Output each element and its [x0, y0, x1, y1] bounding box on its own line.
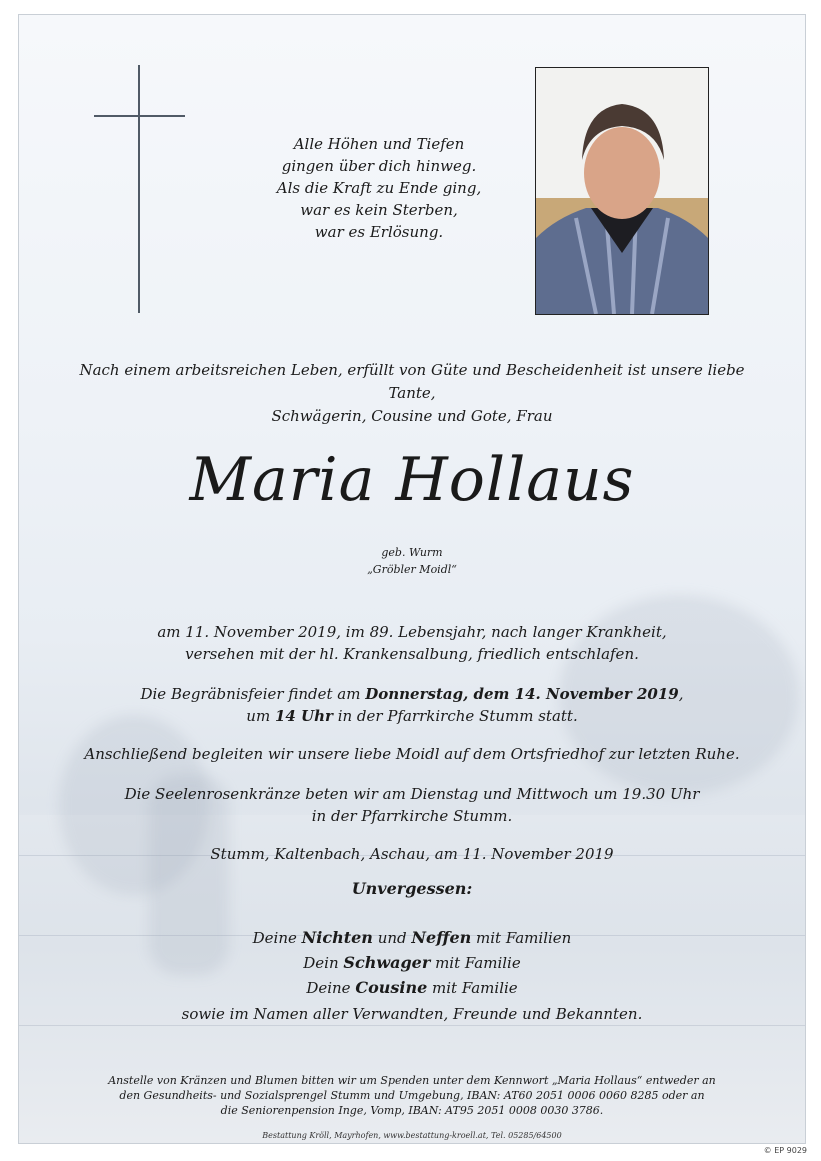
rosary-line: in der Pfarrkirche Stumm.	[311, 807, 513, 825]
verse-line: Als die Kraft zu Ende ging,	[276, 179, 482, 197]
donation-note	[99, 1073, 725, 1118]
cross-icon	[138, 65, 140, 313]
funeral-date: Donnerstag, dem 14. November 2019	[365, 685, 679, 703]
rosary-notice	[19, 783, 805, 827]
place-date: Stumm, Kaltenbach, Aschau, am 11. November 2019	[210, 845, 614, 863]
mourner-line: sowie im Namen aller Verwandten, Freunde und Bekannten.	[181, 1005, 643, 1023]
cross-icon-bar	[94, 115, 185, 117]
mourner-line: Deine Cousine mit Familie	[306, 978, 518, 997]
maiden-name: geb. Wurm	[381, 546, 443, 559]
birth-name	[19, 544, 805, 578]
burial-notice: Anschließend begleiten wir unsere liebe Moidl auf dem Ortsfriedhof zur letzten Ruhe.	[84, 745, 740, 763]
print-code: © EP 9029	[763, 1146, 807, 1155]
mourner-line: Deine Nichten und Neffen mit Familien	[252, 928, 572, 947]
verse-line: war es Erlösung.	[314, 223, 444, 241]
intro-line: Schwägerin, Cousine und Gote, Frau	[271, 407, 553, 425]
donation-line: die Seniorenpension Inge, Vomp, IBAN: AT95 2051 0008 0030 3786.	[220, 1104, 604, 1117]
nickname: „Gröbler Moidl“	[367, 563, 457, 576]
deceased-name: Maria Hollaus	[189, 445, 635, 515]
verse-line: Alle Höhen und Tiefen	[293, 135, 465, 153]
death-line: versehen mit der hl. Krankensalbung, friedlich entschlafen.	[185, 645, 639, 663]
death-line: am 11. November 2019, im 89. Lebensjahr, nach langer Krankheit,	[157, 623, 667, 641]
verse	[239, 133, 519, 243]
verse-line: gingen über dich hinweg.	[281, 157, 477, 175]
donation-line: Anstelle von Kränzen und Blumen bitten wir um Spenden unter dem Kennwort „Maria Hollaus“ entweder an	[108, 1074, 716, 1087]
funeral-time: 14 Uhr	[274, 707, 333, 725]
funeral-notice: Die Begräbnisfeier findet am Donnerstag, dem 14. November 2019, um 14 Uhr in der Pfarrkirche Stumm statt.	[140, 685, 684, 725]
portrait-photo	[535, 67, 709, 315]
verse-line: war es kein Sterben,	[300, 201, 458, 219]
intro-text	[59, 359, 765, 428]
undertaker-footer: Bestattung Kröll, Mayrhofen, www.bestattung-kroell.at, Tel. 05285/64500	[262, 1131, 562, 1140]
mourner-line: Dein Schwager mit Familie	[303, 953, 521, 972]
death-notice	[19, 621, 805, 665]
rosary-line: Die Seelenrosenkränze beten wir am Dienstag und Mittwoch um 19.30 Uhr	[124, 785, 700, 803]
mourners-heading: Unvergessen:	[351, 879, 473, 898]
obituary-sheet	[18, 14, 806, 1144]
intro-line: Nach einem arbeitsreichen Leben, erfüllt von Güte und Bescheidenheit ist unsere liebe Tante,	[79, 361, 745, 402]
donation-line: den Gesundheits- und Sozialsprengel Stumm und Umgebung, IBAN: AT60 2051 0006 0060 8285 oder an	[119, 1089, 705, 1102]
